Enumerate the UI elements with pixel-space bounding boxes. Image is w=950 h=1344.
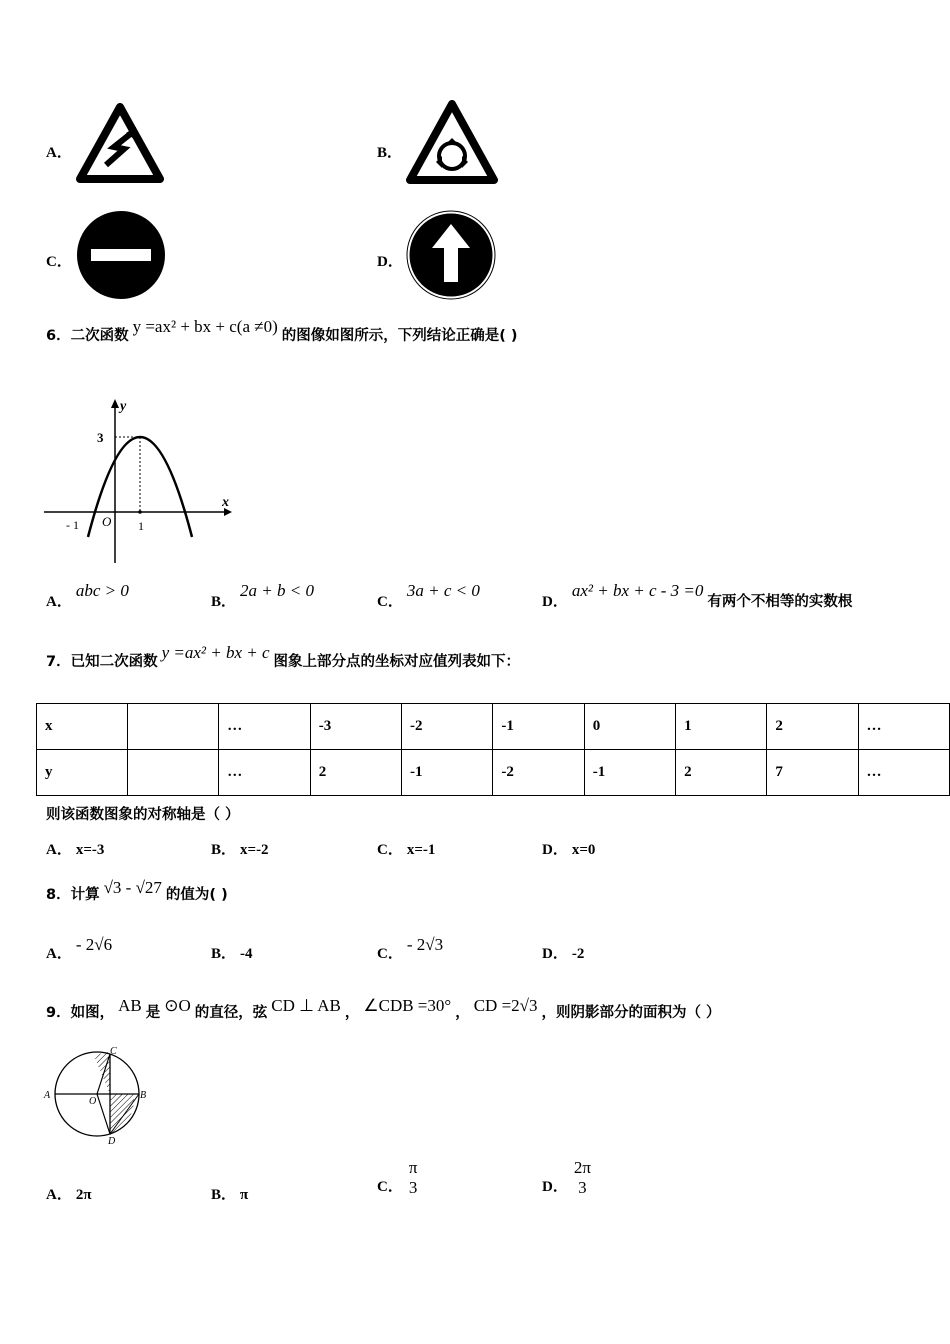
x-axis-label: x xyxy=(222,495,229,510)
q9-angle: ∠CDB =30° xyxy=(363,996,452,1015)
q6-option-c-math: 3a + c < 0 xyxy=(406,581,480,600)
q6-formula: y =ax² + bx + c(a ≠0) xyxy=(132,317,278,336)
q7-number: 7．已知二次函数 xyxy=(46,654,158,670)
q7-option-d-value: x=0 xyxy=(571,842,596,858)
vertex-x-label: 1 xyxy=(138,519,144,533)
no-entry-sign-icon xyxy=(76,210,166,300)
q6-option-d[interactable] xyxy=(542,581,853,611)
table-cell xyxy=(128,750,219,796)
q8-option-b-label: B． xyxy=(211,946,237,962)
q7-text: 图象上部分点的坐标对应值列表如下： xyxy=(273,654,521,670)
q9-option-c-label: C． xyxy=(377,1179,403,1195)
q8-formula: √3 - √27 xyxy=(103,878,162,897)
q7-option-d-label: D． xyxy=(542,842,568,858)
table-cell: -1 xyxy=(584,750,675,796)
q7-option-c-value: x=-1 xyxy=(406,842,436,858)
q8-option-a-value: - 2√6 xyxy=(75,935,113,954)
q9-option-c-fraction xyxy=(407,1158,420,1198)
q8-option-a-label: A． xyxy=(46,946,72,962)
q9-t1: 是 xyxy=(145,1005,161,1021)
q7-option-a[interactable] xyxy=(46,838,104,859)
q9-t3: ，则阴影部分的面积为（ ） xyxy=(541,1005,721,1021)
max-value-label: 3 xyxy=(97,430,104,445)
roundabout-warning-sign-icon xyxy=(406,100,498,184)
table-row-x xyxy=(37,704,950,750)
q7-option-b[interactable] xyxy=(211,838,269,859)
point-d-label: D xyxy=(108,1136,116,1146)
q9-comma1: ， xyxy=(344,1005,360,1021)
q7-question: 则该函数图象的对称轴是（ ） xyxy=(46,807,240,823)
q8-option-d[interactable] xyxy=(542,942,584,963)
table-cell: … xyxy=(858,750,949,796)
vertex-foot-point xyxy=(138,510,142,514)
q6-option-c-label: C． xyxy=(377,594,403,610)
root-label: - 1 xyxy=(66,518,79,532)
q9-option-d[interactable] xyxy=(542,1158,593,1198)
table-cell: 7 xyxy=(767,750,858,796)
table-cell: 2 xyxy=(767,704,858,750)
q9-option-c-denominator: 3 xyxy=(408,1178,418,1197)
q7-stem xyxy=(46,643,521,671)
point-c-label: C xyxy=(110,1046,117,1057)
q9-option-b-value: π xyxy=(240,1187,249,1203)
table-cell: … xyxy=(858,704,949,750)
point-o-label: O xyxy=(89,1096,97,1107)
table-cell: -1 xyxy=(402,750,493,796)
table-cell: 0 xyxy=(584,704,675,750)
q8-number: 8．计算 xyxy=(46,887,100,903)
q7-option-c[interactable] xyxy=(377,838,435,859)
q6-number: 6．二次函数 xyxy=(46,328,129,344)
table-cell xyxy=(128,704,219,750)
table-cell: 1 xyxy=(676,704,767,750)
q9-option-a-label: A． xyxy=(46,1187,72,1203)
zigzag-warning-sign-icon xyxy=(76,103,164,183)
table-cell: 2 xyxy=(310,750,401,796)
q6-option-a[interactable] xyxy=(46,581,129,611)
q8-option-b-value: -4 xyxy=(240,946,253,962)
q9-option-a[interactable] xyxy=(46,1183,92,1204)
q9-number: 9．如图， xyxy=(46,1005,115,1021)
q7-option-b-label: B． xyxy=(211,842,237,858)
q9-circle: ⊙O xyxy=(164,996,191,1015)
q5-option-c-label: C． xyxy=(46,254,72,270)
q7-option-a-label: A． xyxy=(46,842,72,858)
parabola-graph xyxy=(40,395,240,570)
table-cell: -1 xyxy=(493,704,584,750)
q9-option-d-fraction xyxy=(572,1158,593,1198)
q7-option-b-value: x=-2 xyxy=(240,842,269,858)
q6-option-c[interactable] xyxy=(377,581,480,611)
table-cell: -2 xyxy=(402,704,493,750)
q8-option-c-value: - 2√3 xyxy=(406,935,444,954)
point-b-label: B xyxy=(140,1090,147,1101)
q8-option-d-label: D． xyxy=(542,946,568,962)
table-cell: x xyxy=(37,704,128,750)
q9-stem xyxy=(46,996,721,1022)
q9-option-d-denominator: 3 xyxy=(578,1178,587,1197)
table-cell: y xyxy=(37,750,128,796)
q5-option-d-label: D． xyxy=(377,254,403,270)
table-row-y xyxy=(37,750,950,796)
q9-option-b[interactable] xyxy=(211,1183,248,1204)
q6-option-d-math: ax² + bx + c - 3 =0 xyxy=(571,581,704,600)
q5-option-b-label: B． xyxy=(377,145,403,161)
y-axis-label: y xyxy=(120,399,127,414)
q9-option-c-numerator: π xyxy=(408,1158,418,1177)
q9-option-d-label: D． xyxy=(542,1179,568,1195)
q9-cd: CD =2√3 xyxy=(473,996,538,1015)
q8-option-c[interactable] xyxy=(377,935,444,963)
q6-option-b-math: 2a + b < 0 xyxy=(240,581,314,600)
table-cell: -2 xyxy=(493,750,584,796)
q9-perp: CD ⊥ AB xyxy=(271,996,341,1015)
q9-comma2: ， xyxy=(455,1005,470,1021)
q6-option-d-label: D． xyxy=(542,594,568,610)
q5-option-a-label: A． xyxy=(46,145,72,161)
q9-option-b-label: B． xyxy=(211,1187,237,1203)
q6-option-a-math: abc > 0 xyxy=(75,581,129,600)
table-cell: -3 xyxy=(310,704,401,750)
y-axis-arrow xyxy=(111,399,119,408)
table-cell: … xyxy=(219,704,310,750)
q6-option-a-label: A． xyxy=(46,594,72,610)
q8-stem xyxy=(46,878,228,904)
q6-option-d-tail: 有两个不相等的实数根 xyxy=(707,594,853,610)
q8-option-c-label: C． xyxy=(377,946,403,962)
q6-option-b[interactable] xyxy=(211,581,314,611)
shaded-region-top xyxy=(94,1052,110,1094)
q8-option-d-value: -2 xyxy=(571,946,585,962)
table-cell: 2 xyxy=(676,750,767,796)
q8-option-b[interactable] xyxy=(211,942,253,963)
table-cell: … xyxy=(219,750,310,796)
q7-formula: y =ax² + bx + c xyxy=(161,643,270,662)
q9-option-c[interactable] xyxy=(377,1158,419,1198)
q7-option-d[interactable] xyxy=(542,838,595,859)
straight-ahead-sign-icon xyxy=(406,210,496,300)
q7-option-c-label: C． xyxy=(377,842,403,858)
q6-option-b-label: B． xyxy=(211,594,237,610)
q9-ab: AB xyxy=(118,996,142,1015)
q8-text: 的值为( ) xyxy=(165,887,228,903)
point-a-label: A xyxy=(44,1090,51,1101)
origin-label: O xyxy=(102,514,112,529)
q9-t2: 的直径，弦 xyxy=(194,1005,268,1021)
q6-stem xyxy=(46,317,518,345)
q7-value-table xyxy=(36,703,950,796)
q6-text: 的图像如图所示，下列结论正确是( ) xyxy=(281,328,518,344)
q8-option-a[interactable] xyxy=(46,935,113,963)
radius-od xyxy=(97,1094,110,1134)
q9-option-a-value: 2π xyxy=(75,1187,92,1203)
q7-option-a-value: x=-3 xyxy=(75,842,105,858)
circle-figure xyxy=(42,1044,152,1146)
q9-option-d-numerator: 2π xyxy=(573,1158,591,1177)
